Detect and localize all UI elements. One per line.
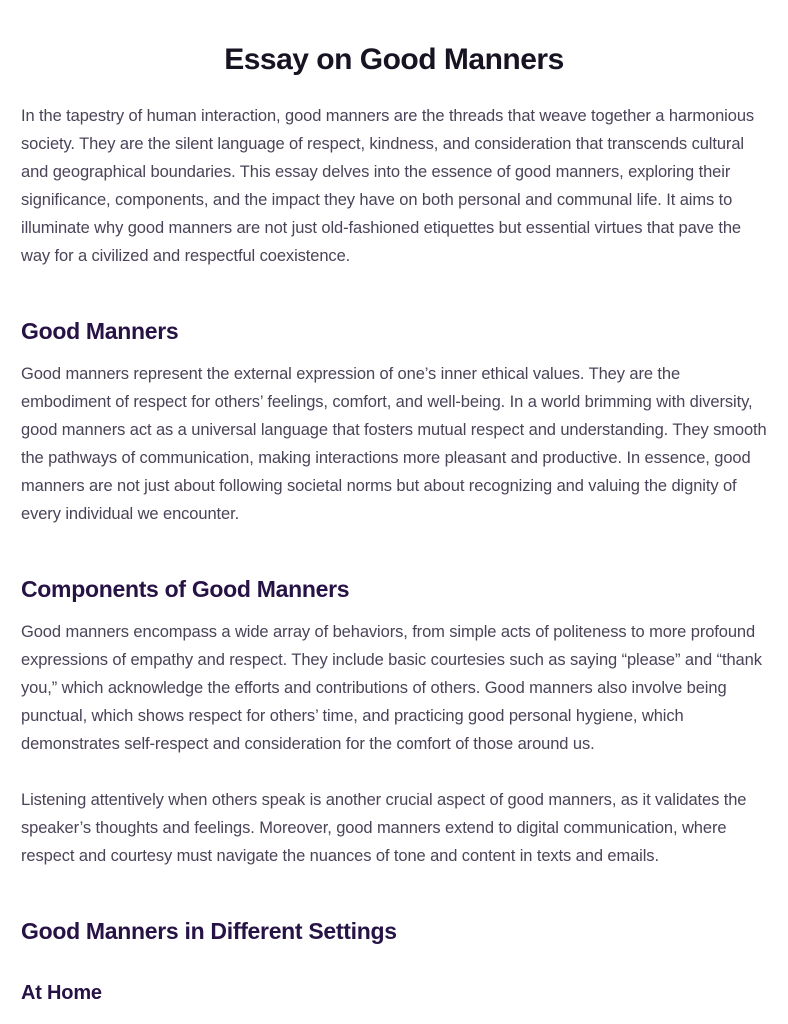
subsection-heading-at-home: At Home — [21, 982, 102, 1004]
section-heading-different-settings: Good Manners in Different Settings — [21, 918, 397, 944]
page-title: Essay on Good Manners — [224, 43, 564, 76]
section-components-paragraph-2: Listening attentively when others speak is another crucial aspect of good manners, as it validates the speaker’s thoughts and feelings. Moreover, good manners extend to digital communication, where respect and courtesy must navigate the nuances of tone and content in texts and emails. — [21, 791, 747, 865]
section-components-paragraph-1: Good manners encompass a wide array of behaviors, from simple acts of politeness to more profound expressions of empathy and respect. They include basic courtesies such as saying “please” and “thank you,” which acknowledge the efforts and contributions of others. Good manners also involve being punctual, which shows respect for others’ time, and practicing good personal hygiene, which demonstrates self-respect and consideration for the comfort of those around us. — [21, 623, 762, 753]
section-heading-components: Components of Good Manners — [21, 576, 350, 602]
intro-paragraph: In the tapestry of human interaction, good manners are the threads that weave together a harmonious society. They are the silent language of respect, kindness, and consideration that transcends cultural and geographical boundaries. This essay delves into the essence of good manners, exploring their significance, components, and the impact they have on both personal and communal life. It aims to illuminate why good manners are not just old-fashioned etiquettes but essential virtues that pave the way for a civilized and respectful coexistence. — [21, 107, 755, 265]
essay-article — [21, 42, 767, 1006]
section-heading-good-manners: Good Manners — [21, 318, 179, 344]
section-good-manners-paragraph: Good manners represent the external expression of one’s inner ethical values. They are the embodiment of respect for others’ feelings, comfort, and well-being. In a world brimming with diversity, good manners act as a universal language that fosters mutual respect and understanding. They smooth the pathways of communication, making interactions more pleasant and productive. In essence, good manners are not just about following societal norms but about recognizing and valuing the dignity of every individual we encounter. — [21, 365, 767, 523]
